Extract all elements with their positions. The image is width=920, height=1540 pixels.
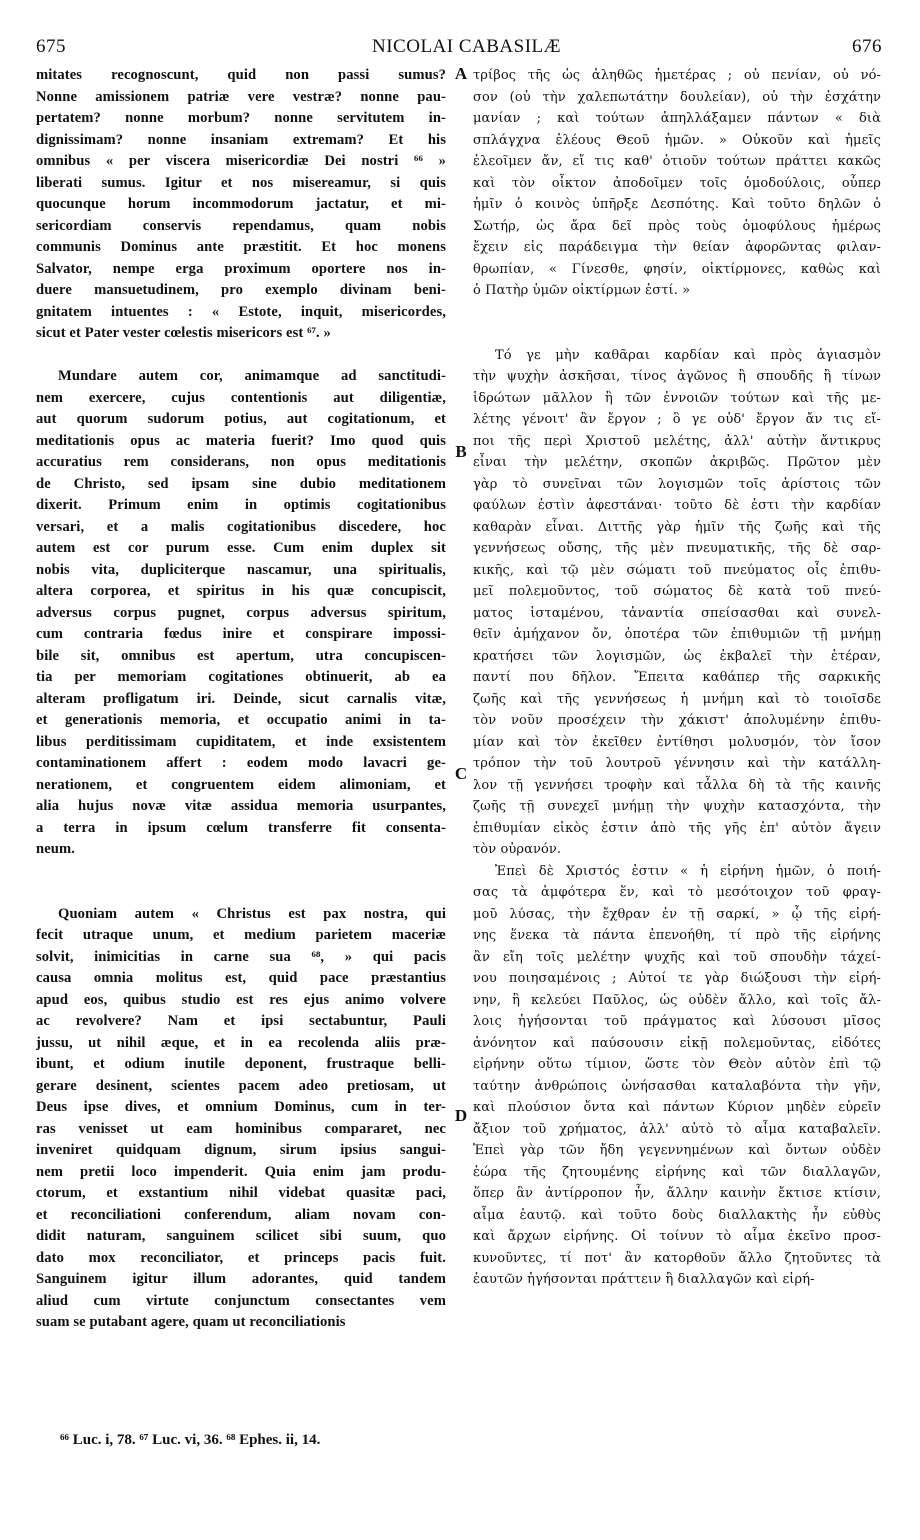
text-line: μεῖ πολεμοῦντος, τοῦ σώματος δὲ κατὰ τοῦ πνεύ- — [473, 584, 881, 599]
text-line: Ἐπεὶ δὲ Χριστός ἐστιν « ἡ εἰρήνη ἡμῶν, ὁ ποιή- — [495, 863, 881, 879]
text-line: μοῦ λύσας, τὴν ἔχθραν ἐν τῇ σαρκί, » ᾧ τῆς εἰρή- — [473, 906, 881, 922]
text-line: nobis vita, dupliciterque nascamur, una spiritualis, — [36, 561, 446, 578]
greek-paragraph-3 — [473, 861, 881, 1291]
text-line: gerare desinent, scientes pacem adeo pretiosam, ut — [36, 1077, 446, 1094]
text-line: jussu, ut nihil æque, et in ea recolenda aliis præ- — [36, 1034, 446, 1051]
text-line: pertatem? nonne morbum? nonne servitutem in- — [36, 110, 446, 126]
text-line: σας τὰ ἀμφότερα ἕν, καὶ τὸ μεσότοιχον τοῦ φραγ- — [473, 885, 881, 900]
text-line: ἡμῖν ὁ κοινὸς ὑπῆρξε Δεσπότης. Καὶ τοῦτο δηλῶν ὁ — [473, 197, 881, 212]
text-line: κικῆς, καὶ τῷ μὲν σώματι τοῦ πνεύματος οἷς ἐπιθυ- — [473, 562, 881, 578]
text-line: κρατήσει τῶν λογισμῶν, ὡς ἐκβαλεῖ τὴν ἑτέραν, — [473, 648, 881, 664]
text-line: φαύλων ἐστὶν ἀφεστάναι· τοῦτο δὲ ἐστι τὴν καρδίαν — [473, 498, 881, 513]
text-line: Quoniam autem « Christus est pax nostra, qui — [58, 905, 446, 922]
text-line: nerationem, et congruentem eidem alimoniam, et — [36, 776, 446, 793]
text-line: Salvator, nempe erga proximum oportere nos in- — [36, 260, 446, 277]
text-line: duere mansuetudinem, pro exemplo divinam beni- — [36, 282, 446, 298]
text-line: aliud cum virtute conjunctum consectantes vem — [36, 1292, 446, 1309]
text-line: Deus ipse dives, et omnium Dominus, cum in ter- — [36, 1099, 446, 1115]
text-line: λον τῇ γεννήσει τροφὴν καὶ τἆλλα δὴ τὰ τῆς καινῆς — [473, 777, 881, 793]
text-line: sicut et Pater vester cœlestis misericors est ⁶⁷. » — [36, 325, 331, 341]
latin-paragraph-1 — [36, 65, 446, 345]
text-line: altera corporea, et spiritus in his quæ concupiscit, — [36, 583, 446, 599]
text-line: adversus corpus pugnet, corpus adversus spiritum, — [36, 604, 446, 621]
greek-paragraph-2 — [473, 345, 881, 861]
text-line: sericordiam conservis rependamus, quam nobis — [36, 217, 446, 234]
text-line: de Christo, sed ipsam sine dubio meditationem — [36, 475, 446, 492]
text-line: ras venisset ut eam hominibus compararet, nec — [36, 1120, 446, 1137]
text-line: suam se putabant agere, quam ut reconciliationis — [36, 1314, 346, 1330]
text-line: ἱδρώτων μᾶλλον ἢ τῶν ἐννοιῶν τούτων καὶ τῆς με- — [473, 390, 881, 406]
footnotes: ⁶⁶ Luc. i, 78. ⁶⁷ Luc. vi, 36. ⁶⁸ Ephes. ii, 14. — [60, 1432, 321, 1448]
text-line: cum contraria fœdus inire et conspirare impossi- — [36, 626, 446, 642]
text-line: causa omnia molitus est, quid pace præstantius — [36, 970, 446, 986]
text-line: solvit, inimicitias in carne sua ⁶⁸, » qui pacis — [36, 948, 446, 965]
text-line: ποι τῆς περὶ Χριστοῦ μελέτης, ἀλλ' αὐτὴν ἄντικρυς — [473, 433, 881, 449]
text-line: ὁ Πατὴρ ὑμῶν οἰκτίρμων ἐστί. » — [473, 283, 691, 298]
text-line: accuratius rem considerans, non opus meditationis — [36, 454, 446, 470]
text-line: et reconciliationi conferendum, aliam novam con- — [36, 1206, 446, 1223]
text-line: ταύτην ἀνθρώποις ὠνήσασθαι καταλαβόντα τὴν γῆν, — [473, 1078, 881, 1094]
text-line: ὅπερ ἂν ἀντίρροπον ἦν, ἄλλην καινὴν ἔκτισε κτίσιν, — [473, 1186, 881, 1201]
paragraph-gap — [36, 861, 446, 883]
text-line: νου ποιησαμένοις ; Αὐτοί τε γὰρ διώξουσι τὴν εἰρή- — [473, 971, 881, 986]
text-line: a terra in ipsum cœlum transferre fit consenta- — [36, 819, 446, 836]
text-line: καθαρὰν εἶναι. Διττῆς γὰρ ἡμῖν τῆς ζωῆς καὶ τῆς — [473, 519, 881, 535]
page-number-right: 676 — [852, 36, 882, 57]
running-title: NICOLAI CABASILÆ — [372, 36, 562, 57]
margin-marker-c: C — [454, 764, 468, 783]
greek-column — [473, 65, 881, 1291]
text-line: ἑώρα τῆς ζητουμένης εἰρήνης καὶ τῶν διαλλαγῶν, — [473, 1164, 881, 1180]
text-line: τὸν νοῦν προσέχειν τὴν χάκιστ' ἀπολυμένην ἐπιθυ- — [473, 713, 881, 728]
text-line: θεῖν ἀμήχανον ὄν, ὁποτέρα τῶν ἐπιθυμιῶν τῇ μνήμῃ — [473, 627, 881, 642]
text-line: autem est cor purum esse. Cum enim duplex sit — [36, 540, 446, 556]
text-line: Σωτήρ, ὡς ἄρα δεῖ πρὸς τοὺς ὁμοφύλους ἡμέρως — [473, 218, 881, 234]
text-line: εἰρήνην οὕτω τίμιον, ὥστε τὸν Θεὸν αὐτὸν ἐπὶ τῷ — [473, 1057, 881, 1072]
text-line: apud eos, quibus studio est res ejus animo volvere — [36, 991, 446, 1008]
text-line: καὶ ἄρχων εἰρήνης. Οἱ τοίνυν τὸ αἷμα ἐκεῖνο προσ- — [473, 1229, 881, 1244]
text-line: ζωῆς καὶ τῆς γεννήσεως ἡ μνήμη καὶ τὸ τοιοῖσδε — [473, 691, 881, 707]
text-line: ctorum, et exstantium nihil videbat quasitæ paci, — [36, 1185, 446, 1201]
paragraph-gap — [473, 302, 881, 324]
text-line: versari, et a malis cogitationibus discedere, hoc — [36, 518, 446, 535]
paragraph-gap — [36, 345, 446, 367]
text-line: tia per memoriam cogitationes obtinuerit, ab ea — [36, 669, 446, 685]
text-line: γὰρ τὸ συνεῖναι τῶν λογισμῶν τοῖς ἀρίστοις τῶν — [473, 476, 881, 492]
margin-marker-b: B — [455, 442, 467, 461]
text-line: νης ἕνεκα τὰ πάντα ἐπενοήθη, τί πρὸ τῆς εἰρήνης — [473, 928, 881, 943]
text-line: ζωῆς τῇ συνεχεῖ μνήμῃ τὴν ψυχὴν κατασχόντα, τὴν — [473, 799, 881, 814]
text-line: meditationis opus ac materia fuerit? Imo quod quis — [36, 432, 446, 449]
text-line: ac revolvere? Nam et ipsi sectabuntur, Pauli — [36, 1013, 446, 1029]
text-line: σπλάγχνα ἐλέους Θεοῦ ἡμῶν. » Οὐκοῦν καὶ ἡμεῖς — [473, 132, 881, 148]
text-line: ἀνόνητον καὶ παύσουσιν εἰκῇ πολεμοῦντας, εἰδότες — [473, 1035, 881, 1051]
text-line: didit naturam, sanguinem scilicet sibi suum, quo — [36, 1228, 446, 1244]
text-line: ibunt, et odium inutile deponent, frustraque belli- — [36, 1056, 446, 1072]
text-line: λοις ἡγήσονται τοῦ πράγματος καὶ λύσουσι μῖσος — [473, 1014, 881, 1029]
text-line: ἔχειν εἰς παράδειγμα τὴν θείαν ἀφορῶντας φιλαν- — [473, 240, 881, 255]
text-line: ἄξιον τοῦ χρήματος, ἀλλ' αὐτὸ τὸ αἷμα καταβαλεῖν. — [473, 1121, 881, 1137]
text-line: γεννήσεως οὔσης, τῆς μὲν πνευματικῆς, τῆς δὲ σαρ- — [473, 541, 881, 556]
text-line: εἶναι τὴν μελέτην, σκοπῶν ἀκριβῶς. Πρῶτον μὲν — [473, 455, 881, 470]
text-line: quocunque horum incommodorum jactatur, et mi- — [36, 196, 446, 212]
text-line: κυνοῦντες, τί ποτ' ἂν κατορθοῦν ἄλλο ζητοῦντες τὰ — [473, 1250, 881, 1266]
text-line: alia hujus novæ vitæ assidua memoria usurpantes, — [36, 798, 446, 814]
text-line: et generationis memoria, et occupatio animi in ta- — [36, 712, 446, 728]
text-line: Nonne amissionem patriæ vere vestræ? nonne pau- — [36, 88, 446, 105]
text-line: τὴν ψυχὴν ἀσκῆσαι, τίνος ἀγῶνος ἢ σπουδῆς ἢ τίνων — [473, 369, 881, 384]
text-line: neum. — [36, 841, 76, 857]
text-line: τρόπον τὴν τοῦ λουτροῦ γέννησιν καὶ τὴν κατάλλη- — [473, 756, 881, 771]
text-line: nem pretii loco impenderit. Quia enim jam produ- — [36, 1163, 446, 1180]
text-line: ἐπιθυμίαν εἰκὸς ἐστιν ἀπὸ τῆς γῆς ἐπ' αὐτὸν ἄγειν — [473, 820, 881, 836]
paragraph-gap — [36, 882, 446, 904]
text-line: λέτης γένοιτ' ἂν ἔργον ; ὃ γε οὐδ' ἔργον ἄν τις εἴ- — [473, 412, 881, 427]
text-line: aut quorum sudorum potius, aut cogitationum, et — [36, 411, 446, 427]
text-line: μανίαν ; καὶ τούτων ἀπηλλάξαμεν πάντων « διὰ — [473, 111, 881, 126]
latin-paragraph-3 — [36, 904, 446, 1334]
text-line: mitates recognoscunt, quid non passi sumus? — [36, 67, 446, 83]
text-line: μίαν καὶ τὸν ἐκεῖθεν ἐντίθησι μολυσμόν, τὸν ἴσον — [473, 734, 881, 750]
text-line: contaminationem affert : eodem modo lavacri ge- — [36, 755, 446, 771]
text-line: Mundare autem cor, animamque ad sanctitudi- — [58, 368, 446, 384]
text-line: τρίβος τῆς ὡς ἀληθῶς ἡμετέρας ; οὐ πενίαν, οὐ νό- — [473, 68, 881, 83]
text-line: θρωπίαν, « Γίνεσθε, φησίν, οἰκτίρμονες, καθὼς καὶ — [473, 261, 881, 277]
text-line: bile sit, omnibus est apertum, utra concupiscen- — [36, 647, 446, 664]
text-line: Sanguinem igitur illum adorantes, quid tandem — [36, 1271, 446, 1287]
text-line: fecit utraque unum, et medium parietem maceriæ — [36, 927, 446, 943]
greek-paragraph-1 — [473, 65, 881, 302]
text-line: communis Dominus ante præstitit. Et hoc monens — [36, 239, 446, 255]
text-line: αἷμα ἑαυτῷ. καὶ τοῦτο δοὺς διαλλακτὴς ἦν εὐθὺς — [473, 1207, 881, 1223]
text-line: Ἐπεὶ γὰρ τῶν ἤδη γεγεννημένων καὶ ὄντων οὐδὲν — [473, 1143, 881, 1158]
text-line: alteram profligatum iri. Deinde, sicut carnalis vitæ, — [36, 690, 446, 707]
text-line: omnibus « per viscera misericordiæ Dei nostri ⁶⁶ » — [36, 153, 446, 169]
text-line: παντί που δῆλον. Ἔπειτα καθάπερ τῆς σαρκικῆς — [473, 670, 881, 685]
text-line: inveniret quidquam dignum, sirum ipsius sangui- — [36, 1142, 446, 1158]
latin-column — [36, 65, 446, 1334]
text-line: nem exercere, cujus contentionis aut diligentiæ, — [36, 389, 446, 406]
text-line: ἂν εἴη τοῖς μελέτην ψυχῆς καὶ τοῦ σπουδὴν τάχεί- — [473, 949, 881, 965]
text-line: dignissimam? nonne insaniam extremam? Et his — [36, 131, 446, 148]
text-line: ἑαυτῶν ἡγήσονται πράττειν ἢ διαλλαγῶν καὶ εἰρή- — [473, 1272, 815, 1287]
text-line: τὸν οὐρανόν. — [473, 842, 562, 857]
margin-marker-a: A — [454, 64, 468, 83]
text-line: dixerit. Primum enim in optimis cogitationibus — [36, 497, 446, 513]
text-line: καὶ τὸν οἶκτον ἀποδοῖμεν τοῖς ὁμοδούλοις, οὗπερ — [473, 175, 881, 191]
text-line: σον (οὐ τὴν χαλεπωτάτην δουλείαν), οὐ τὴν ἐσχάτην — [473, 89, 881, 105]
page-number-left: 675 — [36, 36, 66, 57]
text-line: gnitatem intuentes : « Estote, inquit, misericordes, — [36, 303, 446, 320]
text-line: νην, ἣ κελεύει Παῦλος, ὡς οὐδὲν ἄλλο, καὶ τοῖς ἄλ- — [473, 992, 881, 1008]
text-line: liberati sumus. Igitur et nos misereamur, si quis — [36, 174, 446, 191]
margin-marker-d: D — [454, 1106, 468, 1125]
text-line: libus perditissimam cupiditatem, et inde exsistentem — [36, 733, 446, 750]
paragraph-gap — [473, 323, 881, 345]
text-line: ματος ἱσταμένου, τἀναντία σπείσασθαι καὶ συνελ- — [473, 605, 881, 621]
text-line: Τό γε μὴν καθᾶραι καρδίαν καὶ πρὸς ἁγιασμὸν — [495, 347, 881, 363]
text-line: καὶ πλούσιον ὄντα καὶ πάντων Κύριον μηδὲν εὑρεῖν — [473, 1100, 881, 1115]
text-line: ἐλεοῖμεν ἄν, εἴ τις καθ' ὁτιοῦν τούτων πράττει κακῶς — [473, 154, 881, 169]
text-line: dato mox reconciliator, et princeps pacis fuit. — [36, 1249, 446, 1266]
latin-paragraph-2 — [36, 366, 446, 861]
